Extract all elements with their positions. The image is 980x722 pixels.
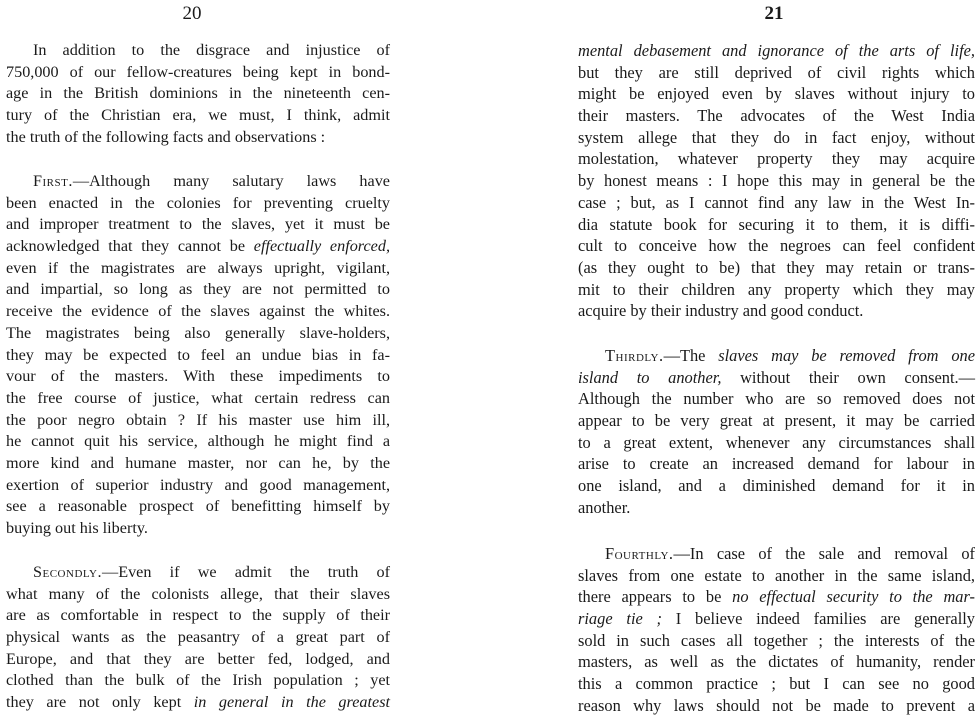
italic-emphasis: mental debasement and ignorance of the arts of life, <box>578 41 975 60</box>
text-line: tury of the Christian era, we must, I think, admit <box>6 106 390 125</box>
text-line: and improper treatment to the slaves, yet it must be <box>6 215 390 234</box>
text-line <box>578 586 975 608</box>
text-line: are as comfortable in respect to the supply of their <box>6 606 390 625</box>
text-line: the poor negro obtain ? If his master use him ill, <box>6 410 390 429</box>
text-line: receive the evidence of the slaves against the whites. <box>6 302 390 321</box>
text-run: there appears to be <box>578 587 733 607</box>
text-line: slaves from one estate to another in the same island, <box>578 565 975 585</box>
text-line: reason why laws should not be made to prevent a <box>578 695 975 715</box>
text-line: what many of the colonists allege, that their slaves <box>6 584 390 603</box>
text-line: the free course of justice, what certain redress can <box>6 388 390 407</box>
section-heading-first: First. <box>33 172 73 190</box>
text-line <box>6 562 390 584</box>
text-line: one island, and a diminished demand for it in <box>578 476 975 496</box>
text-line <box>6 236 390 258</box>
text-line <box>578 40 975 62</box>
text-line: clothed than the bulk of the Irish population ; yet <box>6 671 390 690</box>
text-line: 750,000 of our fellow-creatures being kept in bond- <box>6 62 390 81</box>
text-line: this a common practice ; but I can see no good <box>578 674 975 694</box>
italic-emphasis: no effectual security to the mar- <box>732 587 976 607</box>
text-run: they are not only kept <box>6 693 194 712</box>
text-line: mit to their children any property which they may <box>578 279 975 299</box>
italic-emphasis: effectually enforced, <box>253 237 390 256</box>
text-line: arise to create an increased demand for labour in <box>578 454 975 474</box>
text-line: their masters. The advocates of the West India <box>578 106 975 126</box>
text-line: exertion of superior industry and good management, <box>6 475 390 494</box>
text-run: acknowledged that they cannot be <box>6 237 254 256</box>
text-line <box>578 367 975 389</box>
text-line: Europe, and that they are better fed, lodged, and <box>6 649 390 668</box>
paragraph-thirdly <box>578 345 975 519</box>
text-run: —Although many salutary laws have <box>72 172 390 190</box>
paragraph-secondly <box>6 562 390 714</box>
text-line: even if the magistrates are always upright, vigilant, <box>6 258 390 277</box>
section-heading-fourthly: Fourthly. <box>605 544 674 563</box>
italic-emphasis: riage tie ; <box>578 609 663 629</box>
text-line: to a great extent, whenever any circumstances shall <box>578 432 975 452</box>
text-line: he cannot quit his service, although he might find a <box>6 432 390 451</box>
italic-emphasis: island to another, <box>578 367 722 387</box>
italic-emphasis: slaves may be removed from one <box>718 346 975 365</box>
text-line: cult to conceive how the negroes can feel confident <box>578 236 975 256</box>
text-line: the truth of the following facts and observations : <box>6 127 326 146</box>
text-line <box>578 543 975 565</box>
text-line: more kind and humane master, nor can he, by the <box>6 453 390 472</box>
text-line: molestation, whatever property they may acquire <box>578 149 975 169</box>
text-line: dia statute book for securing it to them, it is diffi- <box>578 214 975 234</box>
text-line: physical wants as the peasantry of a great part of <box>6 628 390 647</box>
text-line: another. <box>578 497 631 517</box>
text-line: system allege that they do in fact enjoy, without <box>578 127 975 147</box>
text-line <box>578 345 975 367</box>
text-line: acquire by their industry and good conduct. <box>578 301 864 321</box>
text-line: Although the number who are so removed does not <box>578 389 975 409</box>
text-line: vour of the masters. With these impediments to <box>6 367 390 386</box>
text-line: been enacted in the colonies for preventing cruelty <box>6 193 390 212</box>
paragraph-first <box>6 171 390 540</box>
page-number-left: 20 <box>182 3 202 24</box>
italic-emphasis: in general in the greatest <box>193 693 390 712</box>
text-line: buying out his liberty. <box>6 519 148 537</box>
text-line: see a reasonable prospect of benefitting himself by <box>6 497 390 516</box>
text-line: and impartial, so long as they are not permitted to <box>6 280 390 299</box>
section-heading-thirdly: Thirdly. <box>605 346 664 365</box>
text-line: by honest means : I hope this may in general be the <box>578 171 975 191</box>
section-heading-secondly: Secondly. <box>33 563 102 581</box>
text-line: but they are still deprived of civil rights which <box>578 62 975 82</box>
text-line: (as they ought to be) that they may retain or trans- <box>578 257 975 277</box>
paragraph-continuation <box>578 40 975 322</box>
right-page <box>490 0 980 722</box>
text-line <box>6 171 390 193</box>
page-number-right: 21 <box>764 3 784 24</box>
text-line: appear to be very great at present, it may be carried <box>578 411 975 431</box>
text-line: masters, as well as the dictates of humanity, render <box>578 652 975 672</box>
text-run: I believe indeed families are generally <box>662 609 975 629</box>
text-run: —The <box>663 346 719 365</box>
text-line <box>6 692 390 714</box>
text-run: —In case of the sale and removal of <box>673 544 975 563</box>
text-line: might be enjoyed even by slaves without injury to <box>578 84 975 104</box>
text-line: sold in such cases all together ; the interests of the <box>578 630 975 650</box>
text-line: The magistrates being also generally slave-holders, <box>6 323 390 342</box>
text-line: case ; but, as I cannot find any law in the West In- <box>578 192 975 212</box>
text-run: without their own consent.— <box>721 367 975 387</box>
paragraph-fourthly <box>578 543 975 717</box>
paragraph-introduction <box>6 40 390 148</box>
text-line: they may be expected to feel an undue bias in fa- <box>6 345 390 364</box>
text-line <box>578 608 975 630</box>
text-run: —Even if we admit the truth of <box>102 563 390 581</box>
text-line: In addition to the disgrace and injustice of <box>33 41 390 59</box>
text-line: age in the British dominions in the nineteenth cen- <box>6 84 390 103</box>
